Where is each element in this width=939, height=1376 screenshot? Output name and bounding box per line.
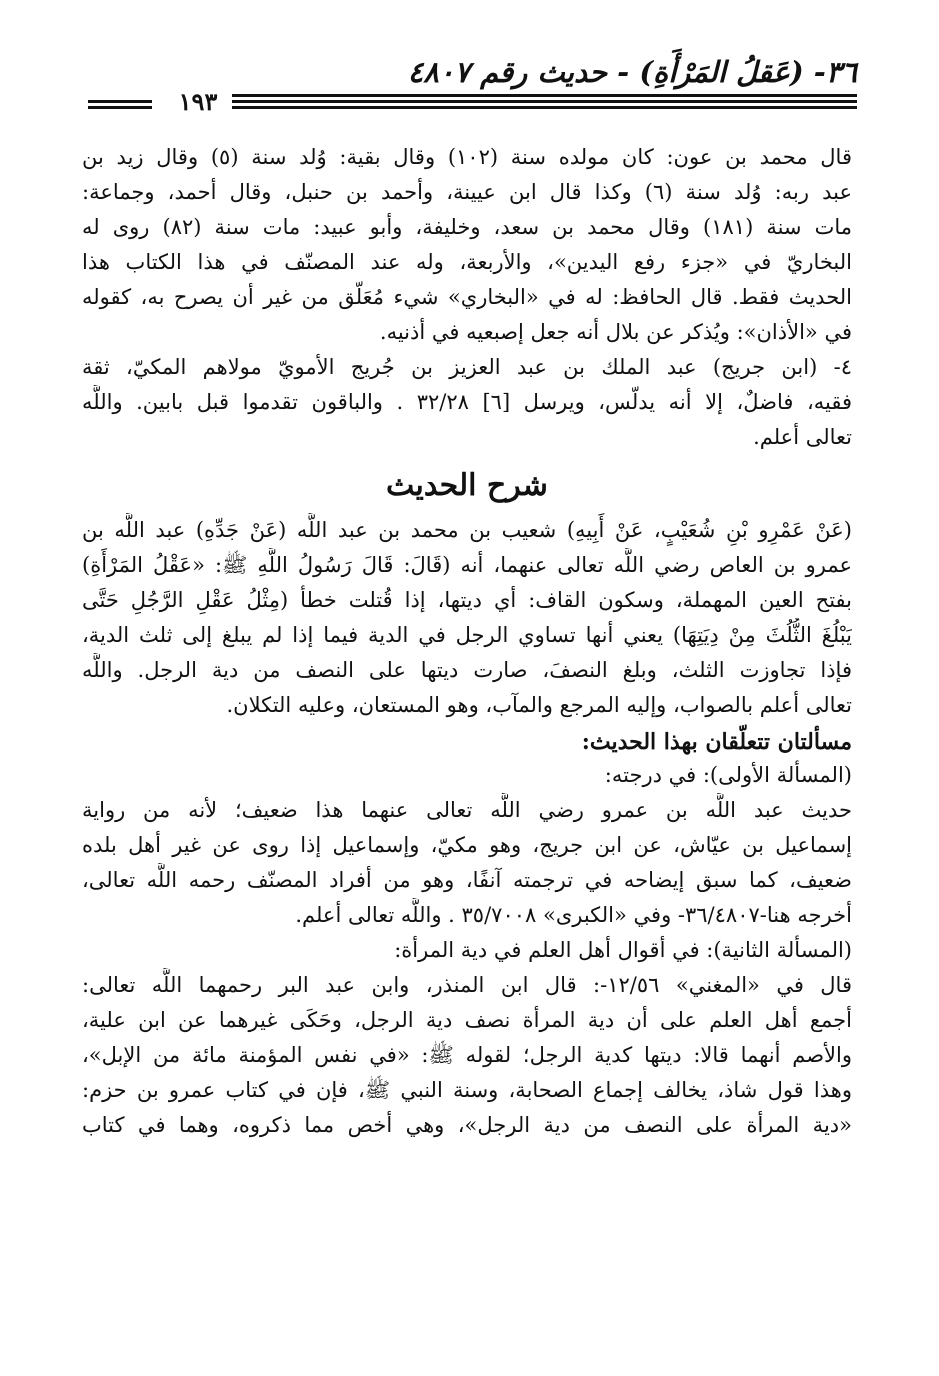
section-heading: شرح الحديث	[386, 468, 548, 503]
text-line: تعالى أعلم بالصواب، وإليه المرجع والمآب، وهو المستعان، وعليه التكلان.	[226, 693, 852, 717]
text-line: تعالى أعلم.	[753, 425, 852, 449]
text-line: ضعيف، كما سبق إيضاحه في ترجمته آنفًا، وهو من أفراد المصنّف رحمه اللَّه تعالى،	[82, 868, 852, 892]
text-line: قال في «المغني» ١٢/٥٦-: قال ابن المنذر، وابن عبد البر رحمهما اللَّه تعالى:	[82, 973, 852, 997]
page-body	[82, 140, 852, 1143]
text-line: في «الأذان»: ويُذكر عن بلال أنه جعل إصبعيه في أذنيه.	[379, 320, 852, 344]
text-line: عمرو بن العاص رضي اللَّه تعالى عنهما، أنه (قَالَ: قَالَ رَسُولُ اللَّهِ ﷺ: «عَقْلُ المَرْأَةِ)	[82, 553, 852, 577]
text-line: (عَنْ عَمْرِو بْنِ شُعَيْبٍ، عَنْ أَبِيهِ) شعيب بن محمد بن عبد اللَّه (عَنْ جَدِّهِ) عبد اللَّه بن	[82, 518, 852, 542]
question-one-heading: (المسألة الأولى): في درجته:	[604, 763, 852, 787]
running-header-title: ٣٦- (عَقلُ المَرْأَةِ) - حديث رقم ٤٨٠٧	[407, 55, 857, 89]
text-line: وهذا قول شاذ، يخالف إجماع الصحابة، وسنة النبي ﷺ، فإن في كتاب عمرو بن حزم:	[82, 1078, 852, 1102]
question-two-heading: (المسألة الثانية): في أقوال أهل العلم في دية المرأة:	[394, 938, 852, 962]
header-double-rule-right-lower	[232, 106, 857, 109]
text-line: البخاريّ في «جزء رفع اليدين»، والأربعة، وله عند المصنّف في هذا الكتاب هذا	[82, 250, 852, 274]
text-line: مات سنة (١٨١) وقال محمد بن سعد، وخليفة، وأبو عبيد: مات سنة (٨٢) روى له	[82, 215, 852, 239]
text-line: فإذا تجاوزت الثلث، وبلغ النصفَ، صارت ديتها على النصف من دية الرجل. واللَّه	[82, 658, 852, 682]
text-line: أجمع أهل العلم على أن دية المرأة نصف دية الرجل، وحَكَى غيرهما عن ابن علية،	[82, 1008, 852, 1032]
text-line: قال محمد بن عون: كان مولده سنة (١٠٢) وقال بقية: وُلد سنة (٥) وقال زيد بن	[82, 145, 852, 169]
text-line: عبد ربه: وُلد سنة (٦) وكذا قال ابن عيينة، وأحمد بن حنبل، وقال أحمد، وجماعة:	[82, 180, 852, 204]
header-double-rule-left-upper	[88, 100, 152, 103]
text-line: والأصم أنهما قالا: ديتها كدية الرجل؛ لقوله ﷺ: «في نفس المؤمنة مائة من الإبل»،	[82, 1043, 852, 1067]
text-line: يَبْلُغَ الثُّلُثَ مِنْ دِيَتِهَا) يعني أنها تساوي الرجل في الدية فيما إذا لم يبلغ إلى ثلث الدية،	[82, 623, 852, 647]
paragraph-hadith-explanation	[82, 513, 852, 723]
text-line: إسماعيل بن عيّاش، عن ابن جريج، وهو مكيّ، وإسماعيل إذا روى عن غير أهل بلده	[82, 833, 852, 857]
header-double-rule-left-lower	[88, 106, 152, 109]
text-line: بفتح العين المهملة، وسكون القاف: أي ديتها، إذا قُتلت خطأ (مِثْلُ عَقْلِ الرَّجُلِ حَتَّى	[82, 588, 852, 612]
header-double-rule-right-upper	[232, 100, 857, 103]
paragraph-grading	[82, 793, 852, 933]
text-line: حديث عبد اللَّه بن عمرو رضي اللَّه تعالى عنهما هذا ضعيف؛ لأنه من رواية	[82, 798, 852, 822]
text-line: أخرجه هنا-٣٦/٤٨٠٧- وفي «الكبرى» ٣٥/٧٠٠٨ . واللَّه تعالى أعلم.	[295, 903, 852, 927]
paragraph-ibn-jurayj	[82, 350, 852, 455]
header-rule	[232, 94, 857, 97]
paragraph-narrator-dates	[82, 140, 852, 350]
sub-heading: مسألتان تتعلّقان بهذا الحديث:	[581, 729, 852, 755]
paragraph-scholars-opinions	[82, 968, 852, 1143]
text-line: الحديث فقط. قال الحافظ: له في «البخاري» شيء مُعَلّق من غير أن يصرح به، كقوله	[82, 285, 852, 309]
text-line: فقيه، فاضلٌ، إلا أنه يدلّس، ويرسل [٦] ٣٢/٢٨ . والباقون تقدموا قبل بابين. واللَّه	[82, 390, 852, 414]
page-number: ١٩٣	[178, 87, 218, 116]
text-line: «دية المرأة على النصف من دية الرجل»، وهي أخص مما ذكروه، وهما في كتاب	[82, 1113, 852, 1137]
text-line: ٤- (ابن جريج) عبد الملك بن عبد العزيز بن جُريج الأمويّ مولاهم المكيّ، ثقة	[82, 355, 852, 379]
